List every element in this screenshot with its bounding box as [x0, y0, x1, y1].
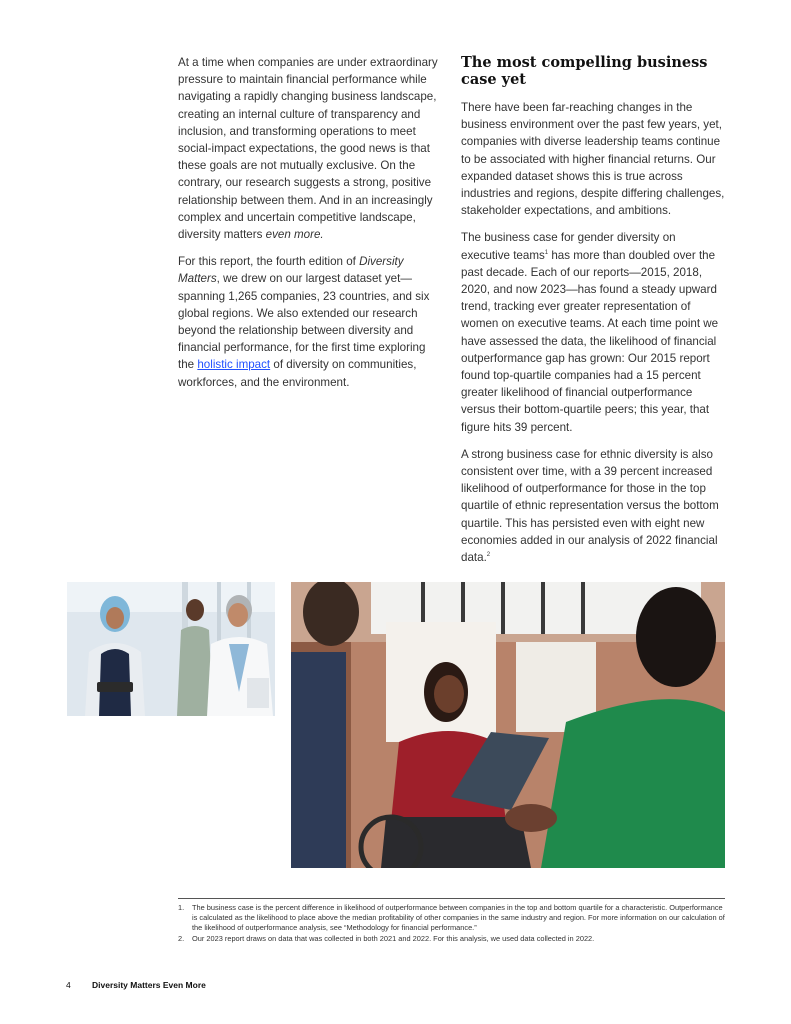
emphasis-even-more: even more.: [265, 228, 324, 242]
report-title: Diversity Matters Even More: [92, 980, 206, 990]
holistic-impact-link[interactable]: holistic impact: [197, 358, 271, 372]
footnote-ref-1[interactable]: 1: [544, 249, 549, 256]
page-number: 4: [66, 980, 71, 990]
left-column: [178, 54, 440, 401]
photo-healthcare-workers: [67, 582, 275, 716]
right-column: [461, 54, 727, 576]
right-paragraph-3: A strong business case for ethnic diversity is also consistent over time, with a 39 percent increased likelihood of outperformance for those in the top quartile of ethnic representation versus the bottom quartile. This has persisted even with eight new economies added in our analysis of 2022 financial data.$^2$: [461, 447, 719, 565]
report-name-italic: Diversity Matters: [178, 255, 404, 286]
section-title: The most compelling business case yet: [461, 54, 708, 88]
left-paragraph-1: At a time when companies are under extraordinary pressure to maintain financial performance while navigating a rapidly changing business landscape, creating an internal culture of transparency and inclusion, and transforming operations to meet social-impact expectations, the good news is that these goals are not mutually exclusive. On the contrary, our research suggests a strong, positive relationship between them. And in an increasingly complex and uncertain competitive landscape, diversity matters even more.: [178, 56, 438, 242]
page-footer: [66, 980, 206, 990]
footnote-divider: [178, 898, 725, 899]
footnote-ref-2[interactable]: 2: [486, 552, 491, 559]
right-paragraph-2: The business case for gender diversity on executive teams$^1$ has more than doubled over the past decade. Each of our reports—2015, 2018, 2020, and now 2023—has found a steady upward trend, tracking ever greater representation of women on executive teams. At each time point we have assessed the data, the likelihood of financial outperformance gap has grown: Our 2015 report found top-quartile companies had a 15 percent greater likelihood of financial outperformance versus their bottom-quartile peers; this year, that figure hits 39 percent.: [461, 231, 719, 434]
footnotes: [178, 903, 726, 944]
left-paragraph-2: For this report, the fourth edition of Diversity Matters, we drew on our largest dataset yet—spanning 1,265 companies, 23 countries, and six global regions. We also extended our research beyond the relationship between diversity and financial performance, for the first time exploring the holistic impact of diversity on communities, workforces, and the environment.: [178, 255, 430, 389]
footnote-2: 2. Our 2023 report draws on data that was collected in both 2021 and 2022. For this analysis, we used data collected in 2022.: [178, 933, 595, 943]
right-paragraph-1: There have been far-reaching changes in the business environment over the past few years, yet, companies with diverse leadership teams continue to be associated with higher financial returns. Our expanded dataset shows this is true across industries and regions, despite differing challenges, stakeholder expectations, and ambitions.: [461, 101, 725, 218]
photo-team-meeting: [291, 582, 725, 868]
footnote-1: 1. The business case is the percent difference in likelihood of outperformance between companies in the top and bottom quartile for a characteristic. Outperformance is calculated as the likelihood to place above the median profitability of other companies in the same industry and region. For more information on our calculation of the likelihood of outperformance analysis, see “Methodology for financial performance.”: [178, 903, 725, 933]
